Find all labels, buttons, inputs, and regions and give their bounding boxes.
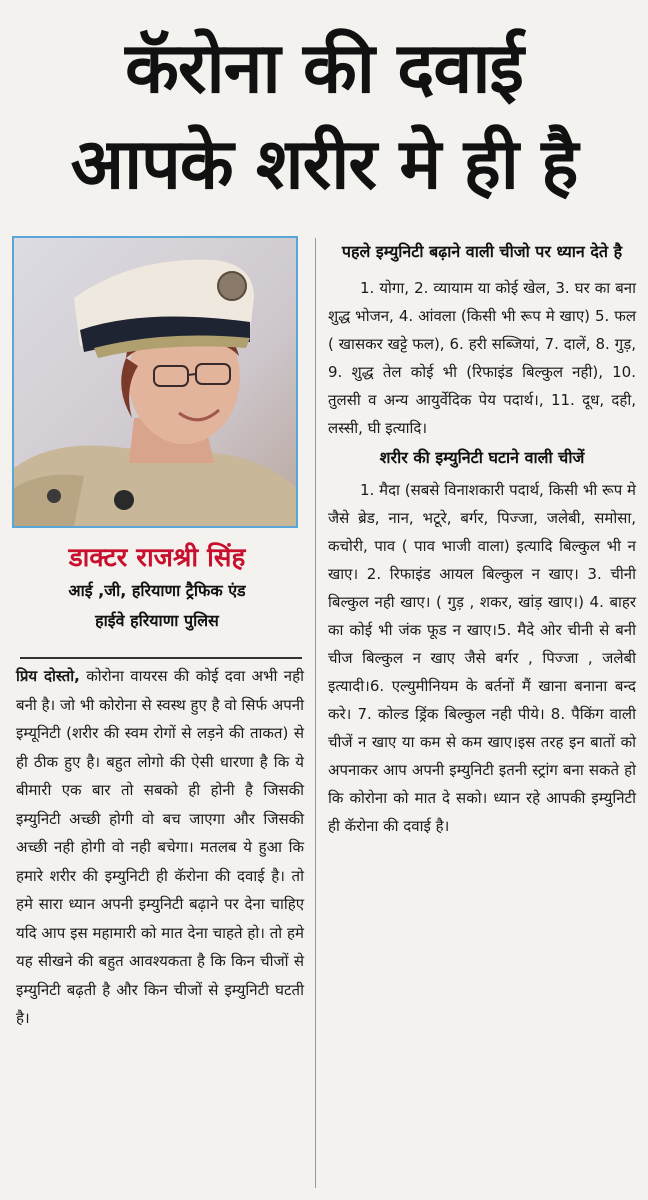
headline-line-1: कॅरोना की दवाई [125,27,523,109]
headline-line-2: आपके शरीर मे ही है [70,123,578,205]
headline [0,0,648,232]
author-name: डाक्टर राजश्री सिंह [68,543,246,573]
column-divider [315,238,316,1188]
article-body-left [16,662,304,1033]
author-block [12,540,302,636]
subheading-reduce-immunity: शरीर की इम्युनिटी घटाने वाली चीजें [379,448,585,467]
author-photo [12,236,298,528]
subheading-boost-immunity: पहले इम्युनिटी बढ़ाने वाली चीजो पर ध्यान देते है [341,242,623,261]
section-divider [20,657,302,659]
article-paragraph: कोरोना वायरस की कोई दवा अभी नही बनी है। जो भी कोरोना से स्वस्थ हुए है वो सिर्फ अपनी इम्यूनिटी (शरीर की स्वम रोगों से लड़ने की ताकत) से ही ठीक हुए है। बहुत लोगो की ऐसी धारणा है कि ये बीमारी एक बार तो सबको ही होनी है जिसकी इम्युनिटी अच्छी होगी वो बच जाएगा और जिसकी अच्छी नही होगी वो नही बचेगा। मतलब ये हुआ कि हमारे शरीर की इम्युनिटी ही कॅरोना की दवाई है। तो हमे सारा ध्यान अपनी इम्युनिटी बढ़ाने पर देना चाहिए यदि आप इस महामारी को मात देना चाहते हो। तो हमे यह सीखने की बहुत आवश्यकता है कि किन चीजों से इम्युनिटी बढ़ती है और किन चीजों से इम्युनिटी घटती है। [16,667,304,1027]
author-title-line-1: आई ,जी, हरियाणा ट्रैफिक एंड [68,581,246,600]
author-title-line-2: हाईवे हरियाणा पुलिस [95,611,219,630]
boost-list: 1. योगा, 2. व्यायाम या कोई खेल, 3. घर का बना शुद्ध भोजन, 4. आंवला (किसी भी रूप मे खाए) 5. फल ( खासकर खट्टे फल), 6. हरी सब्जियां, 7. दालें, 8. गुड़, 9. शुद्ध तेल कोई भी (रिफाइंड बिल्कुल नही), 10. तुलसी व अन्य आयुर्वेदिक पेय पदार्थ।, 11. दूध, दही, लस्सी, घी इत्यादि। [328,279,636,437]
article-body-right [328,240,636,840]
reduce-list: 1. मैदा (सबसे विनाशकारी पदार्थ, किसी भी रूप मे जैसे ब्रेड, नान, भटूरे, बर्गर, पिज्जा, जलेबी, समोसा, कचोरी, पाव ( पाव भाजी वाला) इत्यादि बिल्कुल भी न खाए। 2. रिफाइंड आयल बिल्कुल न खाए। 3. चीनी बिल्कुल नही खाए। ( गुड़ , शकर, खांड़ खाए।) 4. बाहर का कोई भी जंक फूड न खाए।5. मैदे ओर चीनी से बनी चीज बिल्कुल न खाए जैसे बर्गर , पिज्जा , जलेबी इत्यादी।6. एल्युमीनियम के बर्तनों मैं खाना बनाना बन्द करे। 7. कोल्ड ड्रिंक बिल्कुल नही पीये। 8. पैकिंग वाली चीजें न खाए या कम से कम खाए।इस तरह इन बातों को अपनाकर आप अपनी इम्युनिटी इतनी स्ट्रांग बना सकते हो कि कोरोना को मात दे सको। ध्यान रहे आपकी इम्युनिटी ही कॅरोना की दवाई है। [328,481,636,835]
salutation: प्रिय दोस्तो, [16,667,80,685]
officer-portrait-illustration [14,238,296,526]
